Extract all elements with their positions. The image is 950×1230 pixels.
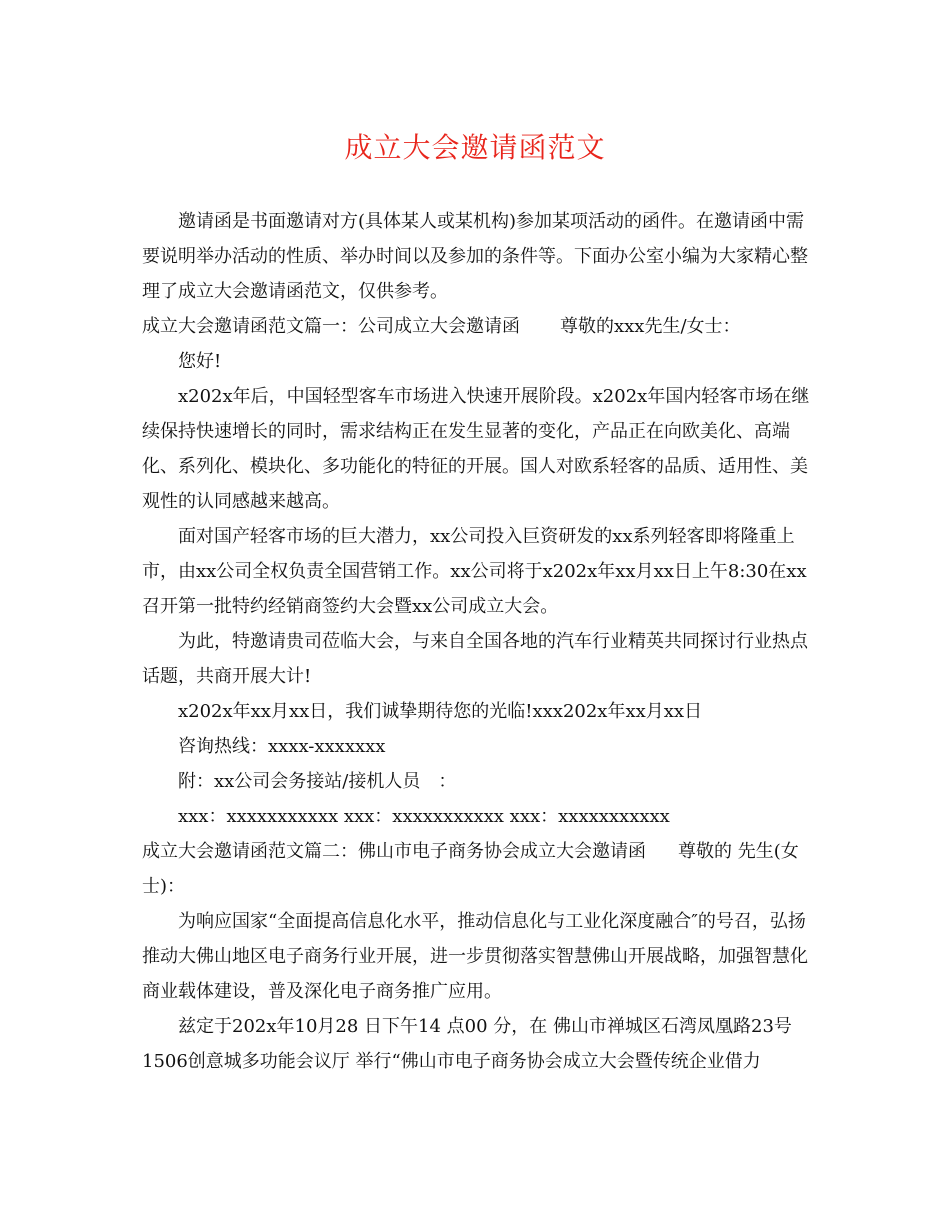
article2-paragraph-2: 兹定于202x年10月28 日下午14 点00 分，在 佛山市禅城区石湾凤凰路23号1506创意城多功能会议厅 举行“佛山市电子商务协会成立大会暨传统企业借力 xyxy=(142,1016,792,1072)
document-title: 成立大会邀请函范文 xyxy=(344,131,606,164)
article1-heading-line xyxy=(142,309,814,344)
article1-attachment: 附：xx公司会务接站/接机人员 ： xyxy=(178,771,457,792)
article1-paragraph-3: 为此，特邀请贵司莅临大会，与来自全国各地的汽车行业精英共同探讨行业热点话题，共商开展大计! xyxy=(142,631,808,687)
article1-hotline: 咨询热线：xxxx-xxxxxxx xyxy=(178,736,386,757)
article1-paragraph-1: x202x年后，中国轻型客车市场进入快速开展阶段。x202x年国内轻客市场在继续保持快速增长的同时，需求结构正在发生显著的变化，产品正在向欧美化、高端化、系列化、模块化、多功能化的特征的开展。国人对欧系轻客的品质、适用性、美观性的认同感越来越高。 xyxy=(142,386,810,512)
intro-paragraph: 邀请函是书面邀请对方(具体某人或某机构)参加某项活动的函件。在邀请函中需要说明举办活动的性质、举办时间以及参加的条件等。下面办公室小编为大家精心整理了成立大会邀请函范文，仅供参考。 xyxy=(142,211,808,302)
article1-contacts: xxx：xxxxxxxxxxx xxx：xxxxxxxxxxx xxx：xxxxxxxxxxx xyxy=(178,806,670,827)
article1-paragraph-2: 面对国产轻客市场的巨大潜力，xx公司投入巨资研发的xx系列轻客即将隆重上市，由xx公司全权负责全国营销工作。xx公司将于x202x年xx月xx日上午8:30在xx召开第一批特约经销商签约大会暨xx公司成立大会。 xyxy=(142,526,807,617)
article1-greeting: 您好! xyxy=(178,351,222,372)
article1-paragraph-4: x202x年xx月xx日，我们诚挚期待您的光临!xxx202x年xx月xx日 xyxy=(178,701,703,722)
article1-salutation: 尊敬的xxx先生/女士： xyxy=(560,316,741,337)
article2-heading: 成立大会邀请函范文篇二：佛山市电子商务协会成立大会邀请函 xyxy=(142,841,646,862)
document-body xyxy=(142,204,814,1079)
article2-paragraph-1: 为响应国家“全面提高信息化水平，推动信息化与工业化深度融合″的号召，弘扬推动大佛山地区电子商务行业开展，进一步贯彻落实智慧佛山开展战略，加强智慧化商业载体建设，普及深化电子商务推广应用。 xyxy=(142,911,808,1002)
article1-heading: 成立大会邀请函范文篇一：公司成立大会邀请函 xyxy=(142,316,520,337)
article2-heading-line xyxy=(142,834,814,904)
article2-salutation: 尊敬的 先生(女士)： xyxy=(142,841,799,897)
